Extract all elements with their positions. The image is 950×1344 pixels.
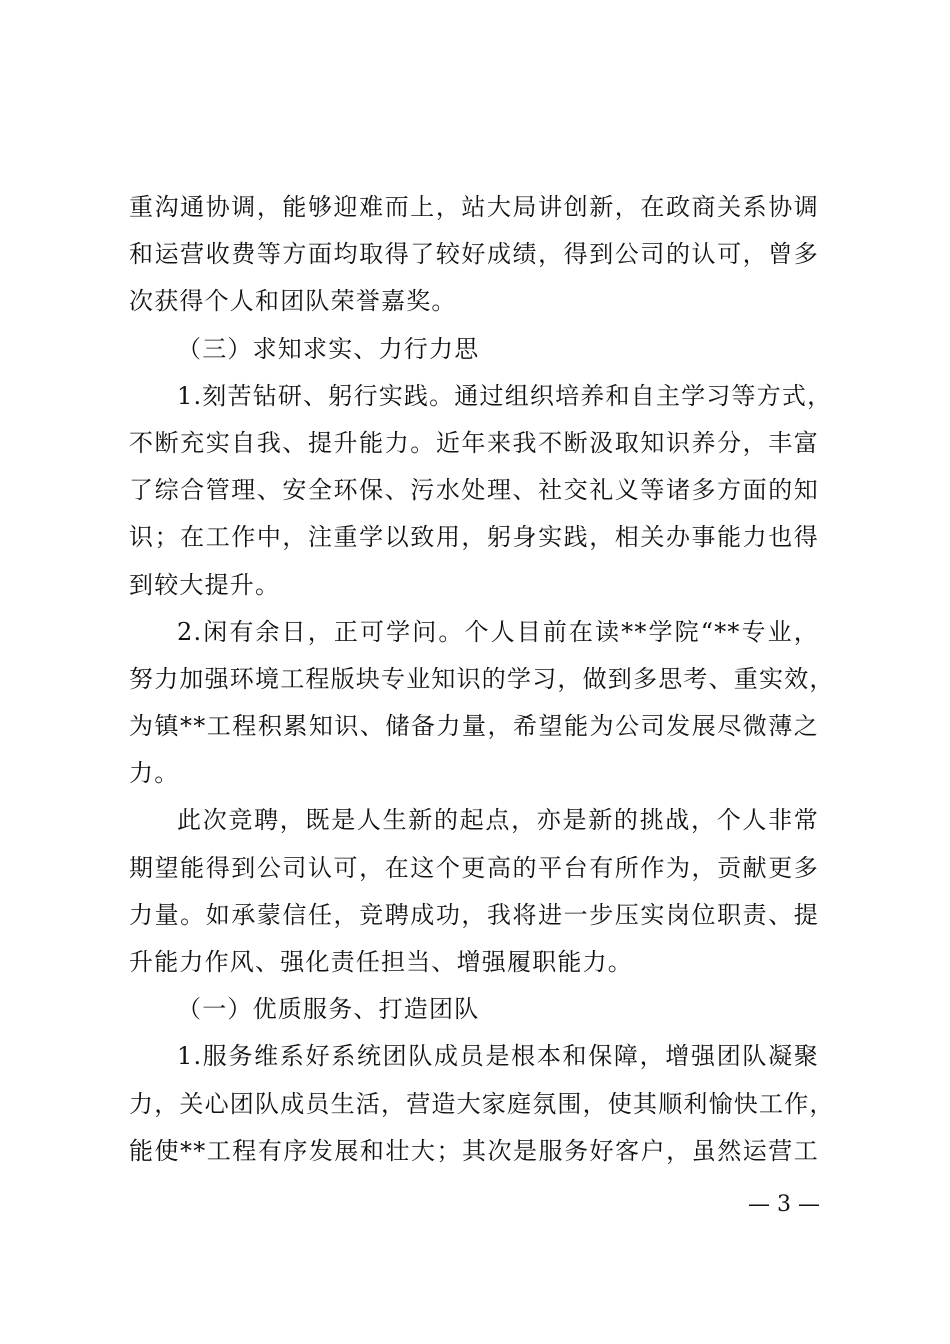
- document-body: [129, 184, 835, 1175]
- paragraph-line: 力量。如承蒙信任，竞聘成功，我将进一步压实岗位职责、提: [129, 900, 819, 929]
- paragraph-line: 次获得个人和团队荣誉嘉奖。: [129, 287, 457, 316]
- paragraph-line: 此次竞聘，既是人生新的起点，亦是新的挑战，个人非常: [177, 806, 819, 835]
- paragraph-line: 重沟通协调，能够迎难而上，站大局讲创新，在政商关系协调: [129, 193, 819, 221]
- paragraph-line: 不断充实自我、提升能力。近年来我不断汲取知识养分，丰富: [129, 428, 819, 457]
- paragraph-line: 能使**工程有序发展和壮大；其次是服务好客户，虽然运营工: [129, 1136, 819, 1165]
- paragraph-line: 期望能得到公司认可，在这个更高的平台有所作为，贡献更多: [129, 853, 819, 882]
- paragraph-line: 了综合管理、安全环保、污水处理、社交礼义等诸多方面的知: [129, 476, 819, 505]
- paragraph-line: 2.闲有余日，正可学问。个人目前在读**学院“**专业，: [177, 617, 819, 646]
- paragraph-line: 升能力作风、强化责任担当、增强履职能力。: [129, 948, 633, 976]
- paragraph-line: 1.服务维系好系统团队成员是根本和保障，增强团队凝聚: [177, 1042, 819, 1071]
- paragraph-line: 到较大提升。: [129, 570, 281, 599]
- paragraph-line: 努力加强环境工程版块专业知识的学习，做到多思考、重实效，: [129, 664, 835, 693]
- paragraph-line: 1.刻苦钻研、躬行实践。通过组织培养和自主学习等方式，: [177, 381, 833, 410]
- section-heading: （一）优质服务、打造团队: [177, 995, 480, 1024]
- section-heading: （三）求知求实、力行力思: [177, 334, 480, 363]
- page-number: — 3 —: [748, 1192, 820, 1217]
- paragraph-line: 和运营收费等方面均取得了较好成绩，得到公司的认可，曾多: [129, 240, 819, 269]
- paragraph-line: 力。: [129, 759, 180, 788]
- paragraph-line: 识；在工作中，注重学以致用，躬身实践，相关办事能力也得: [129, 523, 819, 552]
- paragraph-line: 为镇**工程积累知识、储备力量，希望能为公司发展尽微薄之: [129, 712, 819, 741]
- paragraph-line: 力，关心团队成员生活，营造大家庭氛围，使其顺利愉快工作，: [129, 1089, 835, 1118]
